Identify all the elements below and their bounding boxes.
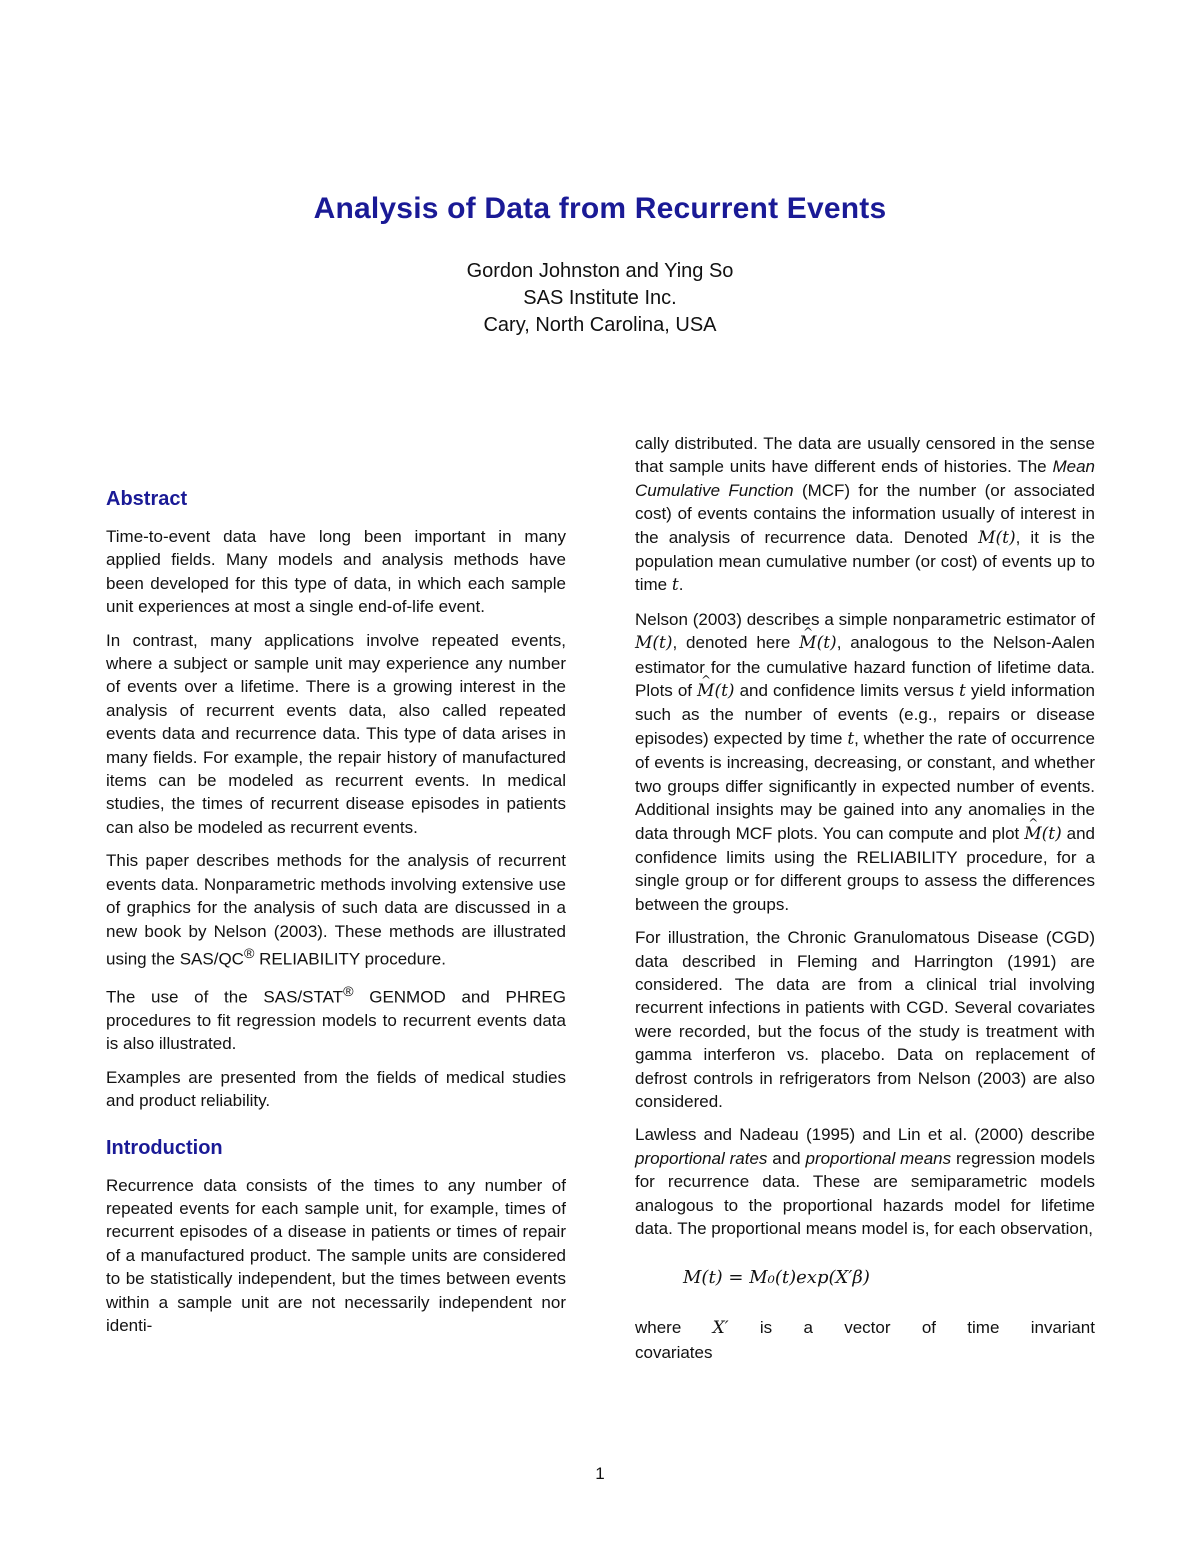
author-affiliation: SAS Institute Inc. (523, 287, 677, 309)
text-run: and (767, 1148, 806, 1168)
math-Mt: M(t) (635, 633, 673, 654)
page-number: 1 (595, 1464, 605, 1483)
abstract-p3-text: This paper describes methods for the analysis of recurrent events data. Nonparametric methods involving extensive use of graphics for the analysis of such data are discussed in a new book by Nelson (2003). These methods are illustrated using the SAS/QC (106, 851, 566, 969)
abstract-paragraph-1: Time-to-event data have long been important in many applied fields. Many models and analysis methods have been developed for this type of data, in which each sample unit experiences at most a single end-of-life event. (106, 527, 566, 617)
math-Mhat: ^ M (697, 680, 714, 703)
author-names: Gordon Johnston and Ying So (466, 260, 734, 282)
math-X-prime: X′ (712, 1318, 729, 1339)
abstract-p3-text-end: RELIABILITY procedure. (259, 949, 446, 969)
math-t: t (847, 728, 855, 749)
math-Mt: M(t) (978, 527, 1016, 548)
text-run: and confidence limits versus (734, 681, 960, 701)
abstract-heading: Abstract (106, 488, 188, 510)
text-run: , whether the rate of occurrence of events is increasing, decreasing, or constant, and whether two groups differ significantly in expected number of events. Additional insights may be gained into any anomalies in the data through MCF plots. You can compute and plot (635, 728, 1095, 843)
text-run: , it is the population mean cumulative number (or cost) of events up to time (635, 527, 1095, 595)
term-proportional-means: proportional means (805, 1148, 952, 1168)
registered-mark: ® (243, 945, 255, 962)
abstract-paragraph-5: Examples are presented from the fields of medical studies and product reliability. (106, 1067, 566, 1111)
text-run: where (635, 1318, 713, 1338)
right-column (635, 432, 1095, 1374)
text-run: regression models for recurrence data. These are semiparametric models analogous to the proportional hazards model for lifetime data. The proportional means model is, for each observation, (635, 1148, 1096, 1238)
text-run: , analogous to the Nelson-Aalen estimator for the cumulative hazard function of lifetime data. Plots of (635, 633, 1095, 701)
math-t-paren: (t) (714, 681, 735, 702)
term-mean-cumulative-function: Mean Cumulative Function (635, 457, 1095, 500)
math-Mhat: ^ M (799, 632, 816, 655)
text-run: is a vector of time invariant covariates (635, 1318, 1095, 1362)
body-paragraph-where (635, 1316, 1095, 1364)
body-paragraph-proportional (635, 1123, 1095, 1240)
body-paragraph-nelson (635, 608, 1095, 916)
math-Mhat: ^ M (1024, 823, 1041, 846)
text-run: yield information such as the number of events (e.g., repairs or disease episodes) expected by time (635, 681, 1095, 748)
text-run: , denoted here (672, 633, 800, 653)
abstract-p4-text-end: GENMOD and PHREG procedures to fit regression models to recurrent events data is also illustrated. (106, 987, 566, 1054)
registered-mark: ® (343, 983, 354, 1000)
text-run: cally distributed. The data are usually censored in the sense that sample units have different ends of histories. The (635, 434, 1095, 477)
introduction-heading: Introduction (106, 1136, 223, 1159)
abstract-paragraph-2: In contrast, many applications involve repeated events, where a subject or sample unit may experience any number of events over a lifetime. There is a growing interest in the analysis of recurrent events data, also called repeated events data and recurrence data. This type of data arises in many fields. For example, the repair history of manufactured items can be modeled as recurrent events. In medical studies, the times of recurrent disease episodes in patients can also be modeled as recurrent events. (106, 630, 566, 837)
body-paragraph-mcf (635, 432, 1095, 598)
body-paragraph-cgd: For illustration, the Chronic Granulomatous Disease (CGD) data described in Fleming and Harrington (1991) are considered. The data are from a clinical trial involving recurrent infections in patients with CGD. Several covariates were recorded, but the focus of the study is treatment with gamma interferon vs. placebo. Data on replacement of defrost controls in refrigerators from Nelson (2003) are also considered. (635, 928, 1095, 1111)
term-proportional-rates: proportional rates (635, 1148, 768, 1168)
math-Mhat-t (799, 633, 837, 653)
introduction-paragraph-1: Recurrence data consists of the times to any number of repeated events for each sample unit, for example, times of recurrent episodes of a disease in patients or times of repair of a manufactured product. The sample units are considered to be statistically independent, but the times between events within a sample unit are not necessarily independent nor identi- (106, 1175, 566, 1336)
math-t: t (671, 575, 679, 596)
text-run: (MCF) for the number (or associated cost) of events contains the information usually of interest in the analysis of recurrence data. Denoted (635, 480, 1095, 547)
math-t: t (959, 681, 966, 702)
abstract-paragraph-4 (106, 981, 566, 1056)
text-run: and confidence limits using the RELIABILITY procedure, for a single group or for different groups to assess the differences between the groups. (635, 823, 1095, 914)
paper-title: Analysis of Data from Recurrent Events (313, 192, 887, 225)
math-Mhat-t (1024, 824, 1062, 844)
abstract-paragraph-3 (106, 849, 566, 971)
proportional-means-equation: M(t) = M₀(t)exp(X′β) (683, 1267, 870, 1289)
math-Mhat-t (697, 681, 735, 701)
text-run: . (678, 575, 684, 595)
abstract-p4-text: The use of the SAS/STAT (106, 987, 344, 1007)
text-run: Nelson (2003) describes a simple nonparametric estimator of (635, 609, 1095, 629)
author-location: Cary, North Carolina, USA (483, 314, 717, 336)
math-t-paren: (t) (1041, 823, 1062, 844)
math-t-paren: (t) (816, 633, 837, 654)
left-column (106, 488, 566, 1348)
text-run: Lawless and Nadeau (1995) and Lin et al. (2000) describe (635, 1125, 1095, 1145)
author-block (0, 258, 1200, 339)
